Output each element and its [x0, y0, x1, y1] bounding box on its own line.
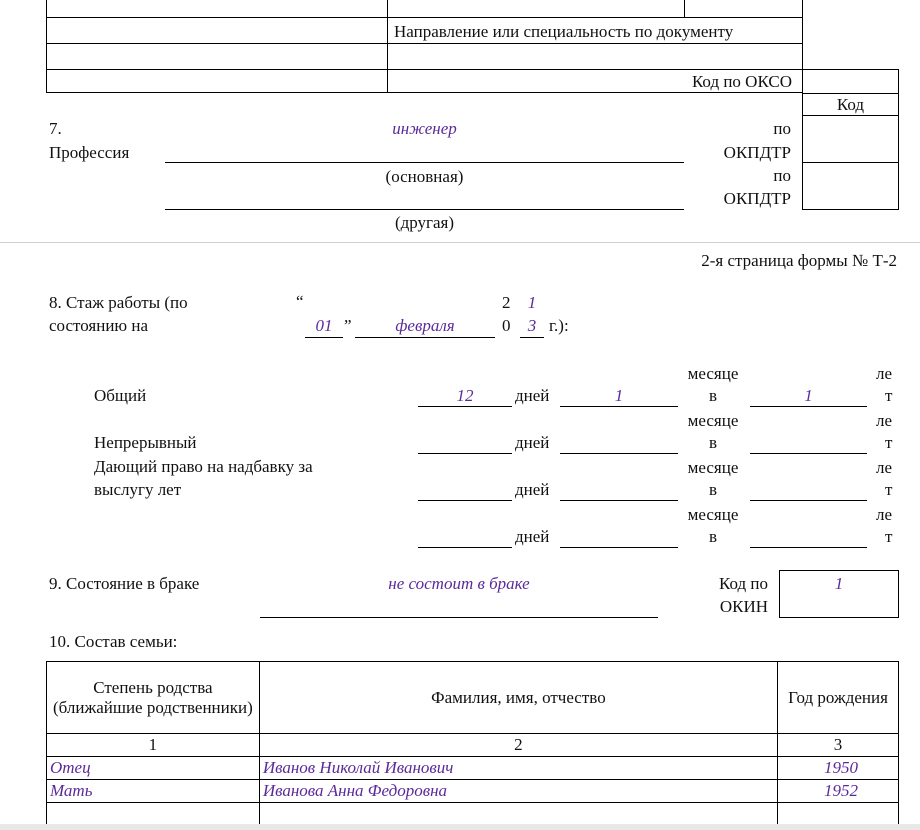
marital-label: 9. Состояние в браке	[49, 574, 200, 593]
family-birth-year[interactable]	[778, 803, 899, 826]
years-label-top: ле	[876, 458, 893, 477]
family-relation[interactable]: Отец	[47, 757, 260, 780]
date-month[interactable]: февраля	[395, 316, 455, 335]
profession-number: 7.	[49, 119, 62, 138]
okin-code-box[interactable]	[779, 570, 899, 618]
exp-row-bonus-label-2: выслугу лет	[94, 480, 182, 499]
years-label-bottom: т	[885, 527, 893, 546]
months-label-top: месяце	[687, 411, 739, 430]
table-row	[47, 757, 899, 780]
exp-days-line	[418, 406, 512, 407]
okin-code-value: 1	[834, 574, 844, 593]
years-label-top: ле	[876, 364, 893, 383]
okpdtr-code-box-2[interactable]	[802, 162, 899, 210]
family-relation[interactable]	[47, 803, 260, 826]
family-name[interactable]: Иванова Анна Федоровна	[259, 780, 777, 803]
days-label: дней	[515, 480, 550, 499]
okpdtr-po-1: по	[773, 119, 791, 138]
direction-label: Направление или специальность по документу	[394, 22, 734, 41]
code-header: Код	[836, 95, 865, 114]
exp-row-general-days[interactable]: 12	[456, 386, 474, 405]
page-label: 2-я страница формы № Т-2	[701, 251, 897, 270]
months-label-top: месяце	[687, 364, 739, 383]
table-row	[47, 803, 899, 826]
okpdtr-code-box-1[interactable]	[802, 115, 899, 163]
exp-years-line	[750, 453, 867, 454]
okin-label-2: ОКИН	[719, 597, 768, 616]
family-relation[interactable]: Мать	[47, 780, 260, 803]
profession-main-caption: (основная)	[385, 167, 464, 186]
exp-months-line	[560, 453, 678, 454]
family-col-relation: Степень родства (ближайшие родственники)	[47, 662, 260, 734]
date-day[interactable]: 01	[315, 316, 333, 335]
okso-code-box[interactable]	[802, 69, 899, 94]
date-day-line	[305, 337, 343, 338]
exp-row-general-label: Общий	[94, 386, 147, 405]
family-birth-year[interactable]: 1952	[778, 780, 899, 803]
year-suffix: г.):	[549, 316, 569, 335]
exp-days-line	[418, 547, 512, 548]
exp-days-line	[418, 500, 512, 501]
family-number-row	[47, 734, 899, 757]
months-label-bottom: в	[708, 480, 718, 499]
exp-row-general-years[interactable]: 1	[804, 386, 813, 405]
exp-years-line	[750, 406, 867, 407]
family-col-name: Фамилия, имя, отчество	[259, 662, 777, 734]
family-title: 10. Состав семьи:	[49, 632, 178, 651]
year-prefix-bottom: 0	[502, 316, 511, 335]
family-num-2: 2	[259, 734, 777, 757]
exp-row-continuous-label: Непрерывный	[94, 433, 197, 452]
years-label-bottom: т	[885, 480, 893, 499]
family-header-row	[47, 662, 899, 734]
code-header-box	[802, 93, 899, 116]
years-label-bottom: т	[885, 433, 893, 452]
experience-title-1: 8. Стаж работы (по	[49, 293, 188, 312]
family-name[interactable]: Иванов Николай Иванович	[259, 757, 777, 780]
years-label-top: ле	[876, 505, 893, 524]
profession-other-caption: (другая)	[394, 213, 455, 232]
exp-months-line	[560, 547, 678, 548]
exp-row-bonus-label-1: Дающий право на надбавку за	[94, 457, 313, 476]
page-divider	[0, 242, 920, 243]
year-digit-top[interactable]: 1	[527, 293, 537, 312]
exp-days-line	[418, 453, 512, 454]
exp-row-general-months[interactable]: 1	[614, 386, 624, 405]
years-label-top: ле	[876, 411, 893, 430]
days-label: дней	[515, 386, 550, 405]
exp-years-line	[750, 500, 867, 501]
months-label-top: месяце	[687, 458, 739, 477]
exp-years-line	[750, 547, 867, 548]
okpdtr-label-2: ОКПДТР	[723, 189, 791, 208]
quote-close: ”	[344, 316, 352, 335]
okpdtr-po-2: по	[773, 166, 791, 185]
experience-title-2: состоянию на	[49, 316, 149, 335]
family-name[interactable]	[259, 803, 777, 826]
years-label-bottom: т	[885, 386, 893, 405]
profession-label: Профессия	[49, 143, 130, 162]
table-row	[47, 780, 899, 803]
okso-label: Код по ОКСО	[691, 72, 792, 91]
family-col-year: Год рождения	[778, 662, 899, 734]
date-month-line	[355, 337, 495, 338]
months-label-bottom: в	[708, 527, 718, 546]
days-label: дней	[515, 433, 550, 452]
profession-other-line	[165, 209, 684, 210]
marital-line	[260, 617, 658, 618]
family-num-3: 3	[778, 734, 899, 757]
okin-label-1: Код по	[719, 574, 768, 593]
family-birth-year[interactable]: 1950	[778, 757, 899, 780]
page-bottom-divider	[0, 824, 920, 830]
months-label-bottom: в	[708, 433, 718, 452]
year-digit-bottom[interactable]: 3	[527, 316, 537, 335]
quote-open: “	[296, 292, 304, 311]
okpdtr-label-1: ОКПДТР	[723, 143, 791, 162]
profession-main-value[interactable]: инженер	[392, 119, 457, 138]
exp-months-line	[560, 406, 678, 407]
marital-value[interactable]: не состоит в браке	[388, 574, 530, 593]
months-label-top: месяце	[687, 505, 739, 524]
exp-months-line	[560, 500, 678, 501]
family-num-1: 1	[47, 734, 260, 757]
family-table	[46, 661, 899, 826]
profession-main-line	[165, 162, 684, 163]
days-label: дней	[515, 527, 550, 546]
year-prefix-top: 2	[502, 293, 511, 312]
year-line	[520, 337, 544, 338]
months-label-bottom: в	[708, 386, 718, 405]
